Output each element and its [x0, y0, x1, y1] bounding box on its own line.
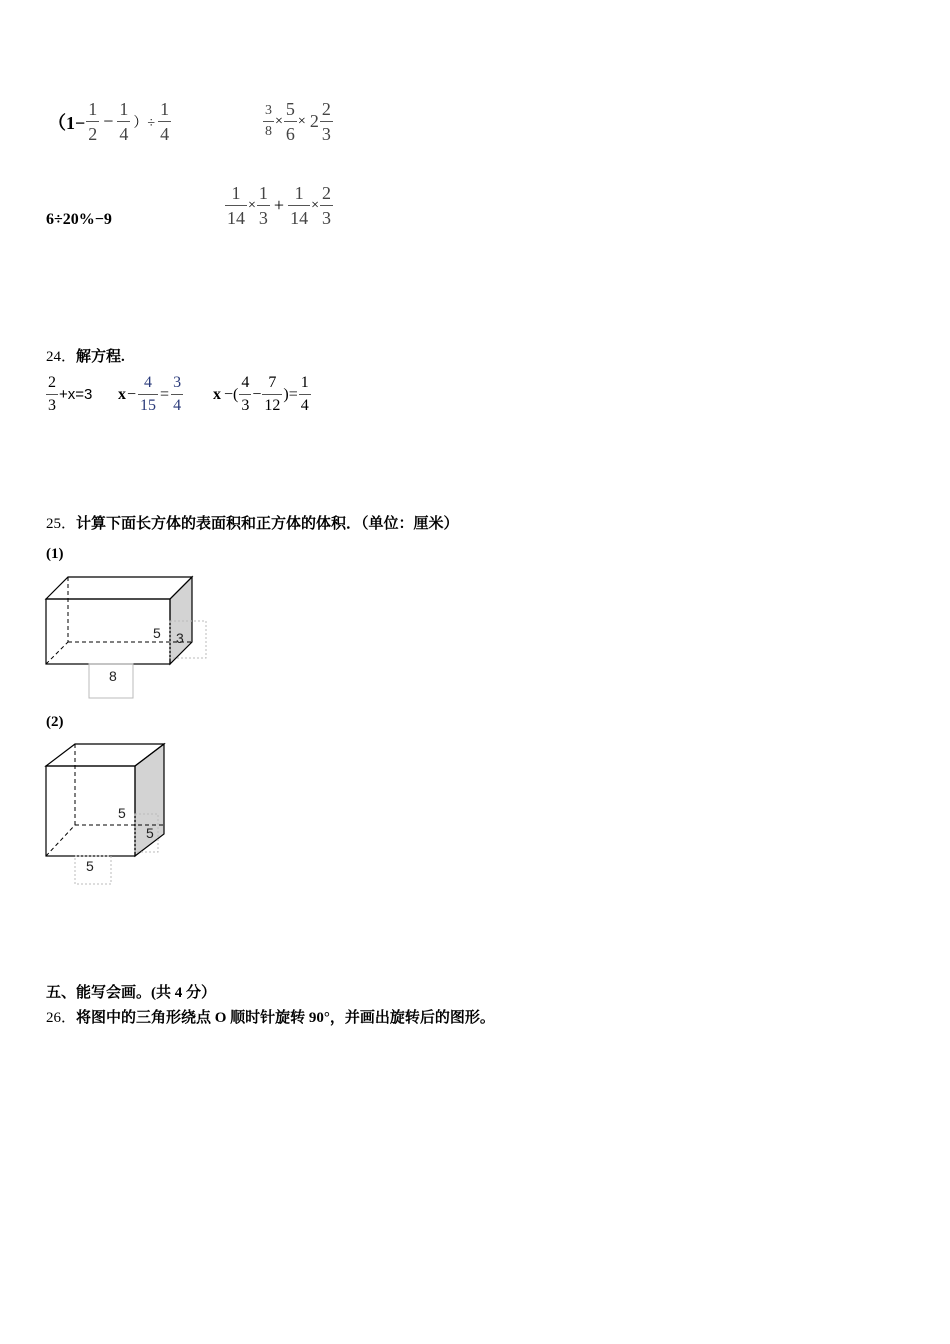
eq2-fraction-2: $\frac{3}{4}$	[173, 374, 182, 414]
eq3-open: −(	[224, 385, 239, 403]
cuboid-hidden-edge-diagonal	[46, 642, 68, 664]
calc-expression-2	[262, 100, 334, 143]
section-5-title: 五、能写会画。(共 4 分）	[46, 985, 216, 1001]
eq3-x: x	[213, 385, 221, 403]
question-26-number: 26．	[46, 1010, 77, 1026]
expr1-fraction-1: $\frac{1}{2}$	[88, 99, 98, 144]
cube-depth-label: 5	[118, 805, 126, 821]
question-24-title: 解方程.	[76, 349, 125, 365]
expr2-fraction-3: $\frac{2}{3}$	[321, 99, 331, 144]
calc-expression-4	[224, 184, 334, 227]
cube-width-label: 5	[86, 858, 94, 874]
cuboid-height-label: 3	[176, 630, 184, 646]
eq3-fraction-3: $\frac{1}{4}$	[300, 374, 309, 414]
equation-2	[118, 375, 184, 414]
part-2-label: (2)	[46, 714, 64, 730]
eq1-rest: +x=3	[59, 386, 93, 403]
expr4-fraction-4: $\frac{2}{3}$	[321, 183, 331, 228]
expr1-fraction-2: $\frac{1}{4}$	[119, 99, 129, 144]
expr1-close: ）÷	[133, 115, 156, 131]
cuboid-front-face	[46, 599, 170, 664]
cuboid-right-face	[170, 577, 192, 664]
expr2-fraction-1: $\frac{3}{8}$	[265, 103, 272, 139]
question-26-heading	[46, 1006, 495, 1027]
cube-figure	[40, 738, 180, 888]
eq3-minus: −	[252, 385, 262, 403]
equation-1	[45, 375, 92, 414]
expr4-plus: +	[273, 195, 285, 215]
eq2-equals: =	[160, 385, 170, 403]
eq2-fraction-1: $\frac{4}{15}$	[140, 374, 157, 414]
question-24-number: 24．	[46, 349, 77, 365]
expr1-open: （1−	[48, 112, 86, 133]
cuboid-figure	[40, 570, 220, 705]
question-26-title: 将图中的三角形绕点 O 顺时针旋转 90°，并画出旋转后的图形。	[76, 1010, 495, 1026]
part-1-label: (1)	[46, 546, 64, 562]
expr2-whole: 2	[309, 111, 319, 131]
expr4-fraction-3: $\frac{1}{14}$	[290, 183, 309, 228]
question-25-title: 计算下面长方体的表面积和正方体的体积．（单位：厘米）	[76, 516, 459, 532]
eq3-close: )=	[283, 385, 298, 403]
expr1-minus: −	[103, 111, 114, 131]
eq3-fraction-2: $\frac{7}{12}$	[264, 374, 281, 414]
expr4-times-2: ×	[311, 197, 319, 213]
expr2-times-2: ×	[297, 113, 306, 129]
calc-expression-1	[48, 100, 172, 143]
equation-3	[213, 375, 312, 414]
expr2-fraction-2: $\frac{5}{6}$	[285, 99, 295, 144]
cube-height-label: 5	[146, 825, 154, 841]
expr4-fraction-2: $\frac{1}{3}$	[258, 183, 268, 228]
eq2-x: x	[118, 385, 126, 403]
expr4-times-1: ×	[248, 197, 256, 213]
calc-expression-3: 6÷20%−9	[46, 211, 112, 228]
cuboid-width-label: 5	[153, 625, 161, 641]
expr2-times-1: ×	[275, 113, 283, 129]
eq1-fraction: $\frac{2}{3}$	[48, 374, 56, 414]
cuboid-length-label: 8	[109, 668, 117, 684]
eq3-fraction-1: $\frac{4}{3}$	[241, 374, 250, 414]
question-24-heading	[46, 345, 125, 366]
question-25-number: 25．	[46, 516, 77, 532]
question-25-heading	[46, 512, 459, 533]
eq2-minus: −	[127, 385, 137, 403]
cube-hidden-edge-diagonal	[46, 825, 75, 856]
expr4-fraction-1: $\frac{1}{14}$	[227, 183, 245, 228]
expr1-fraction-3: $\frac{1}{4}$	[160, 99, 170, 144]
